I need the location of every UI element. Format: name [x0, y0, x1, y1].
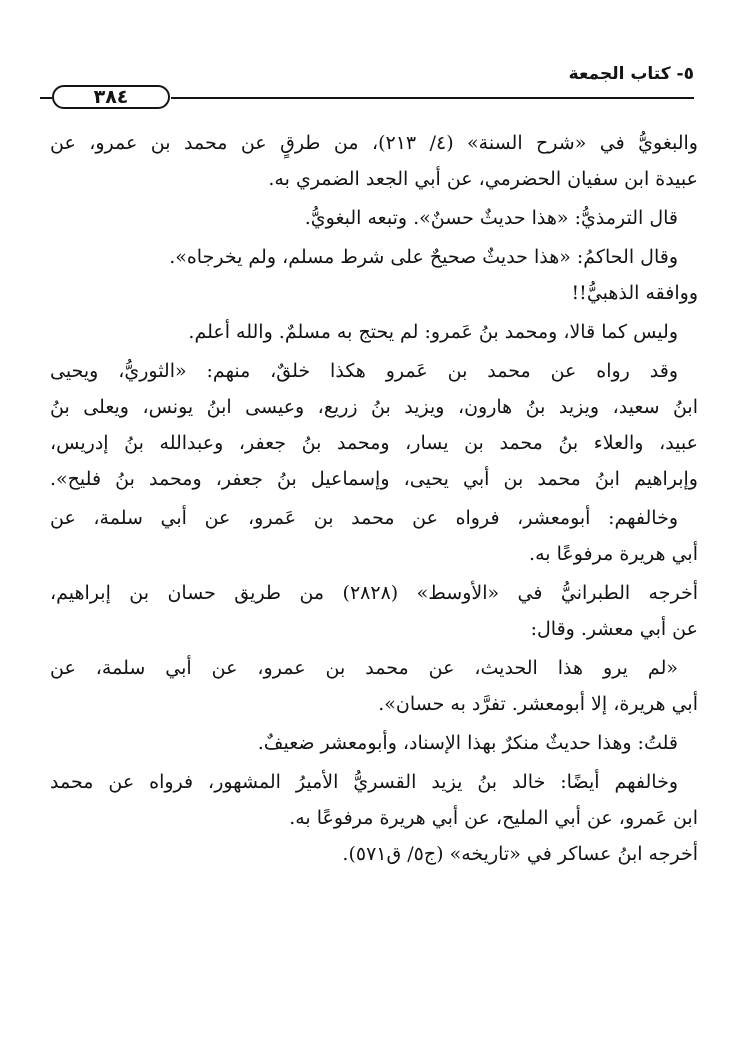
text-line: «لم يرو هذا الحديث، عن محمد بن عمرو، عن أبي سلمة، عن [50, 657, 678, 679]
text-line: وقد رواه عن محمد بن عَمرو هكذا خلقٌ، منهم: «الثوريُّ، ويحيى [50, 360, 678, 382]
text-line: عبيد، والعلاء بنُ محمد بن يسار، ومحمد بنُ جعفر، وعبدالله بنُ إدريس، [50, 432, 698, 454]
page-body [50, 125, 698, 872]
text-line: أبي هريرة مرفوعًا به. [529, 543, 698, 565]
text-line: وخالفهم: أبومعشر، فرواه عن محمد بن عَمرو، عن أبي سلمة، عن [50, 507, 678, 529]
text-line: ووافقه الذهبيُّ!! [571, 282, 698, 304]
text-line: قلتُ: وهذا حديثٌ منكرٌ بهذا الإسناد، وأبومعشر ضعيفٌ. [257, 732, 678, 754]
text-line: وخالفهم أيضًا: خالد بنُ يزيد القسريُّ الأميرُ المشهور، فرواه عن محمد [50, 771, 678, 793]
running-title: ٥- كتاب الجمعة [568, 64, 694, 84]
header-rule-left [40, 97, 52, 99]
text-line: والبغويُّ في «شرح السنة» (٤/ ٢١٣)، من طرقٍ عن محمد بن عمرو، عن [50, 132, 698, 154]
page-number-badge: ٣٨٤ [52, 85, 170, 109]
text-line: أخرجه الطبرانيُّ في «الأوسط» (٢٨٢٨) من طريق حسان بن إبراهيم، [50, 582, 698, 604]
text-line: قال الترمذيُّ: «هذا حديثٌ حسنٌ». وتبعه البغويُّ. [304, 207, 678, 229]
page-header [40, 60, 694, 110]
text-line: عبيدة ابن سفيان الحضرمي، عن أبي الجعد الضمري به. [268, 168, 698, 190]
text-line: أخرجه ابنُ عساكر في «تاريخه» (ج٥/ ق٥٧١). [342, 843, 698, 865]
text-line: ابنُ سعيد، ويزيد بنُ هارون، ويزيد بنُ زريع، وعيسى ابنُ يونس، ويعلى بنُ [50, 396, 698, 418]
text-line: ابن عَمرو، عن أبي المليح، عن أبي هريرة مرفوعًا به. [289, 807, 698, 829]
text-line: وإبراهيم ابنُ محمد بن أبي يحيى، وإسماعيل بنُ جعفر، ومحمد بنُ فليح». [50, 468, 698, 490]
text-line: عن أبي معشر. وقال: [530, 618, 698, 640]
text-line: أبي هريرة، إلا أبومعشر. تفرَّد به حسان». [378, 693, 698, 715]
text-line: وليس كما قالا، ومحمد بنُ عَمرو: لم يحتج به مسلمٌ. والله أعلم. [188, 321, 678, 343]
text-line: وقال الحاكمُ: «هذا حديثٌ صحيحٌ على شرط مسلم، ولم يخرجاه». [169, 246, 678, 268]
header-rule-right [171, 97, 694, 99]
